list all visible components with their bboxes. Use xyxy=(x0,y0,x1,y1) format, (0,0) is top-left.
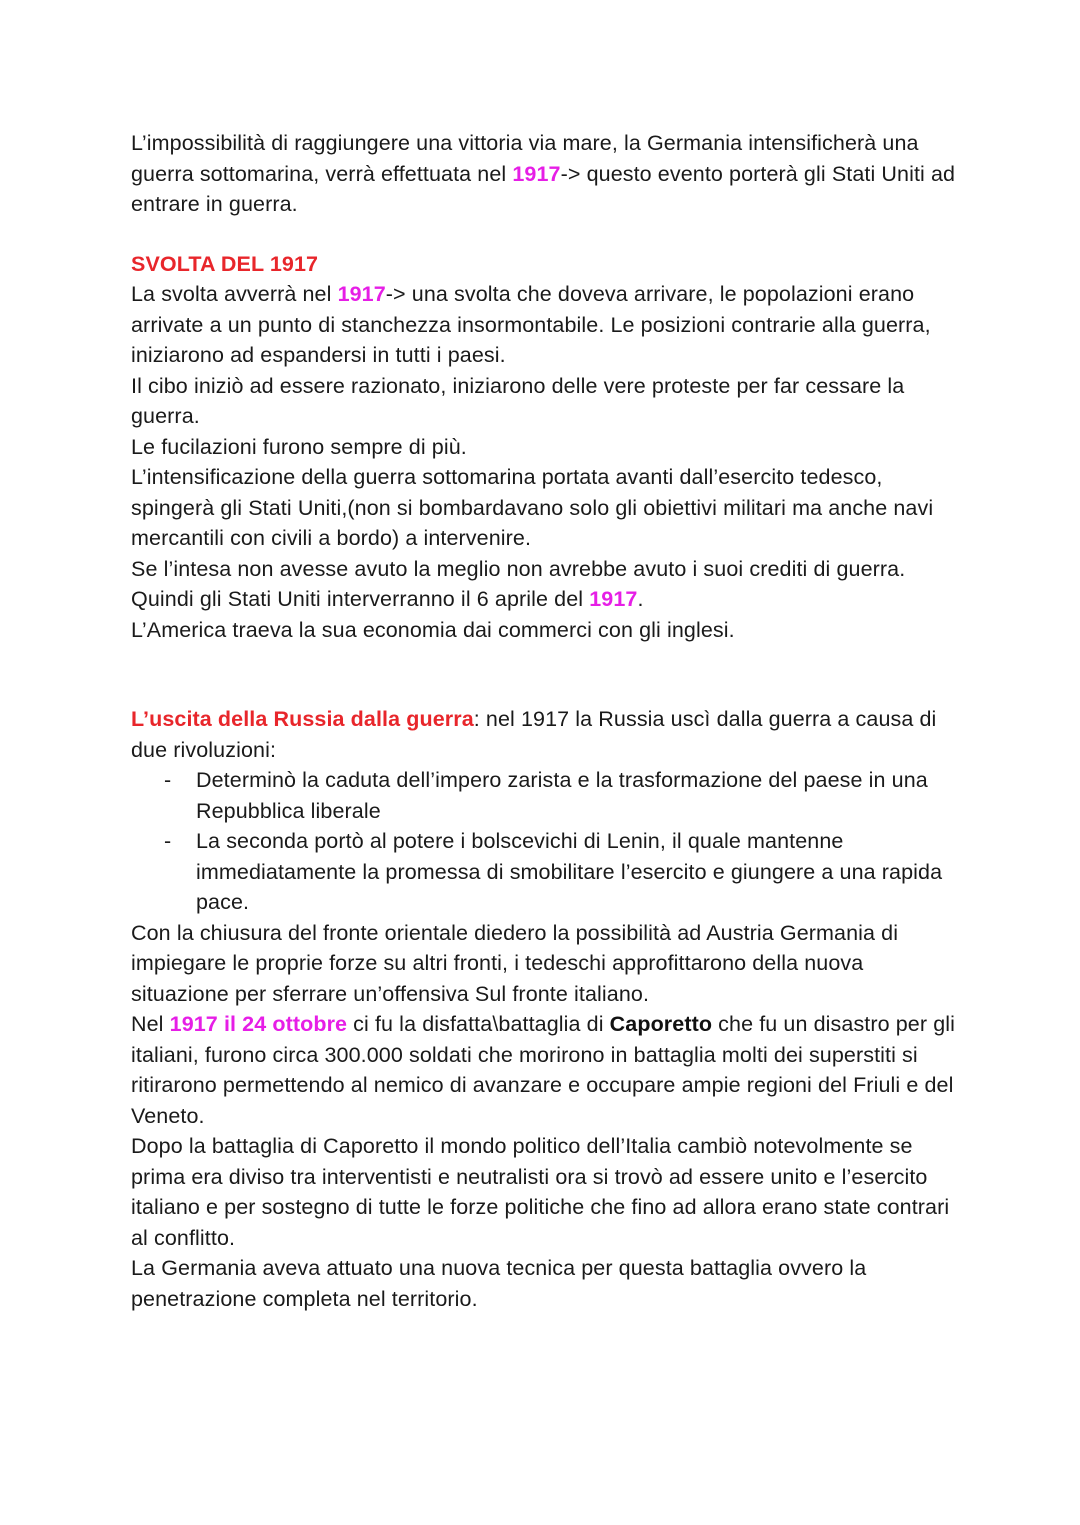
list-item: - Determinò la caduta dell’impero zarista e la trasformazione del paese in una Repubblica liberale xyxy=(131,765,961,826)
intro-paragraph: L’impossibilità di raggiungere una vittoria via mare, la Germania intensificherà una guerra sottomarina, verrà effettuata nel 1917-> questo evento porterà gli Stati Uniti ad entrare in guerra. xyxy=(131,131,956,216)
svolta-section xyxy=(131,249,961,646)
russia-section xyxy=(131,704,961,1314)
paragraph: La svolta avverrà nel 1917-> una svolta che doveva arrivare, le popolazioni erano arrivate a un punto di stanchezza insormontabile. Le posizioni contrarie alla guerra, iniziarono ad espandersi in tutti i paesi. xyxy=(131,282,931,367)
paragraph: L’uscita della Russia dalla guerra: nel 1917 la Russia uscì dalla guerra a causa di due rivoluzioni: xyxy=(131,707,937,762)
paragraph: L’intensificazione della guerra sottomarina portata avanti dall’esercito tedesco, spingerà gli Stati Uniti,(non si bombardavano solo gli obiettivi militari ma anche navi mercantili con civili a bordo) a intervenire. xyxy=(131,465,934,550)
bullet-list xyxy=(131,765,961,918)
section-heading: L’uscita della Russia dalla guerra xyxy=(131,707,474,731)
paragraph: Dopo la battaglia di Caporetto il mondo politico dell’Italia cambiò notevolmente se prima era diviso tra interventisti e neutralisti ora si trovò ad essere unito e l’esercito italiano e per sostegno di tutte le forze politiche che fino ad allora erano state contrari al conflitto. xyxy=(131,1134,950,1250)
paragraph: L’America traeva la sua economia dai commerci con gli inglesi. xyxy=(131,617,735,642)
paragraph: Se l’intesa non avesse avuto la meglio non avrebbe avuto i suoi crediti di guerra. Quindi gli Stati Uniti interverranno il 6 aprile del 1917. xyxy=(131,556,906,611)
paragraph: Con la chiusura del fronte orientale diedero la possibilità ad Austria Germania di impiegare le proprie forze su altri fronti, i tedeschi approfittarono della nuova situazione per sferrare un’offensiva Sul fronte italiano. xyxy=(131,920,899,1006)
paragraph: Il cibo iniziò ad essere razionato, iniziarono delle vere proteste per far cessare la guerra. xyxy=(131,373,905,428)
caporetto-highlight: Caporetto xyxy=(609,1012,713,1036)
section-heading: SVOLTA DEL 1917 xyxy=(131,251,319,276)
list-item: - La seconda portò al potere i bolscevichi di Lenin, il quale mantenne immediatamente la promessa di smobilitare l’esercito e giungere a una rapida pace. xyxy=(131,826,961,918)
year-highlight: 1917 xyxy=(337,282,386,306)
year-highlight: 1917 xyxy=(512,161,561,186)
document-page xyxy=(131,128,961,1314)
bullet-dash: - xyxy=(164,768,172,792)
paragraph: La Germania aveva attuato una nuova tecnica per questa battaglia ovvero la penetrazione completa nel territorio. xyxy=(131,1256,867,1311)
year-highlight: 1917 xyxy=(589,587,638,611)
paragraph: Le fucilazioni furono sempre di più. xyxy=(131,434,467,459)
paragraph: Nel 1917 il 24 ottobre ci fu la disfatta\battaglia di Caporetto che fu un disastro per gli italiani, furono circa 300.000 soldati che morirono in battaglia molti dei superstiti si ritirarono permettendo al nemico di avanzare e occupare ampie regioni del Friuli e del Veneto. xyxy=(131,1012,956,1128)
bullet-dash: - xyxy=(164,829,172,853)
date-highlight: 1917 il 24 ottobre xyxy=(169,1012,348,1036)
